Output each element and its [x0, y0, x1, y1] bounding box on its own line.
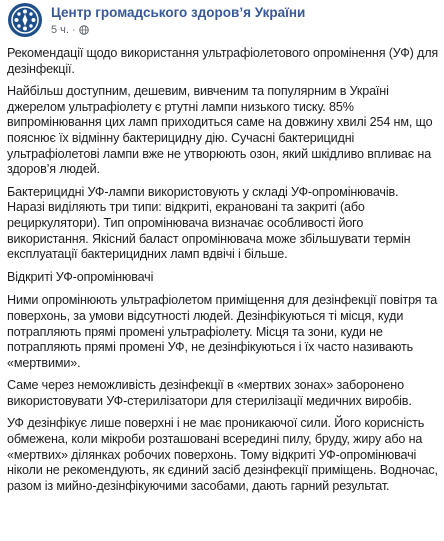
post-paragraph: Бактерицидні УФ-лампи використовують у складі УФ-опромінювачів. Наразі виділяють три типи: відкриті, екрановані та закриті (або рециркулятори). Тип опромінювача визначає особливості його використання. Якісний баласт опромінювача може збільшувати термін експлуатації бактерицидних ламп вдвічі і більше. [7, 184, 411, 262]
timestamp-link[interactable]: 5 ч. [51, 24, 69, 36]
avatar[interactable] [8, 3, 42, 37]
page-name-link[interactable]: Центр громадського здоров’я України [51, 5, 306, 20]
post-paragraph: Саме через неможливість дезінфекції в «мертвих зонах» заборонено використовувати УФ-стерилізатори для стерилізації медичних виробів. [7, 378, 412, 408]
post-paragraph: Найбільш доступним, дешевим, вивченим та популярним в Україні джерелом ультрафіолету є ртутні лампи низького тиску. 85% випромінювання цих ламп приходиться саме на довжину хвилі 254 нм, що пояснює їх відмінну бактерицидну дію. Сучасні бактерицидні ультрафіолетові лампи вже не утворюють озон, який шкідливо впливає на здоров’я людей. [7, 84, 433, 177]
post-header [0, 0, 444, 42]
globe-icon [79, 25, 89, 35]
post-meta [51, 24, 89, 36]
post-paragraph-title: Рекомендації щодо використання ультрафіолетового опромінення (УФ) для дезінфекції. [7, 46, 439, 76]
post-paragraph: Ними опромінюють ультрафіолетом приміщення для дезінфекції повітря та поверхонь, за умови відсутності людей. Дезінфікуються ті місця, куди потрапляють прямі промені ультрафіолету. Місця та зони, куди не потрапляють прямі промені УФ, не дезінфікуються і їх часто називають «мертвими». [7, 293, 438, 370]
post-body [7, 46, 439, 501]
meta-separator: · [71, 24, 76, 36]
post-subheading: Відкриті УФ-опромінювачі [7, 269, 154, 284]
post-paragraph: УФ дезінфікує лише поверхні і не має проникаючої сили. Його корисність обмежена, коли мікроби розташовані всередині пилу, бруду, жиру або на «мертвих» ділянках робочих поверхонь. Тому відкриті УФ-опромінювачі ніколи не рекомендують, як єдиний засіб дезінфекції приміщень. Водночас, разом із мийно-дезінфікуючими засобами, дають гарний результат. [7, 416, 438, 493]
logo-icon [10, 5, 40, 35]
